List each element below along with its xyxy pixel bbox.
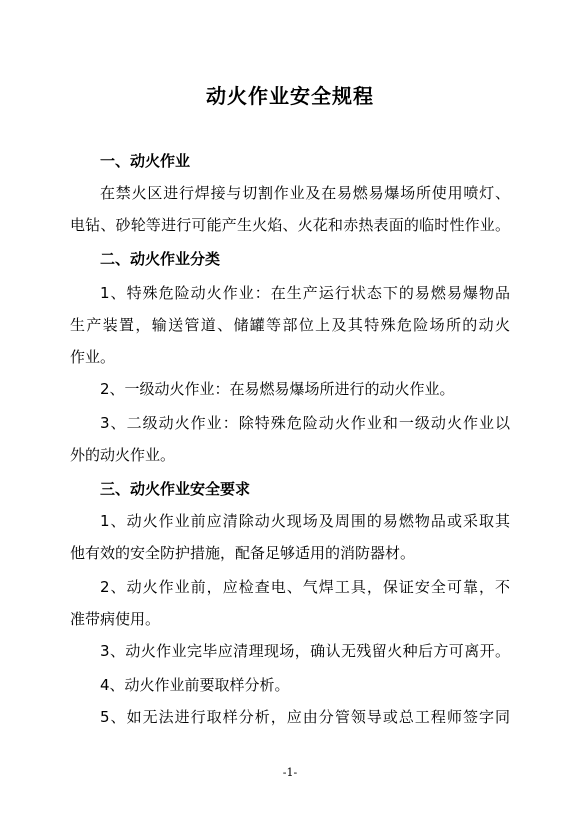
paragraph-line: 1、动火作业前应清除动火现场及周围的易燃物品或采取其 [100,512,510,530]
paragraph-line: 准带病使用。 [70,610,161,628]
paragraph-line: 2、动火作业前，应检查电、气焊工具，保证安全可靠，不 [100,578,510,596]
paragraph-line: 作业。 [70,348,116,366]
paragraph-line: 电钻、砂轮等进行可能产生火焰、火花和赤热表面的临时性作业。 [70,216,510,234]
paragraph-line: 外的动火作业。 [70,446,176,464]
paragraph-line: 4、动火作业前要取样分析。 [100,676,290,694]
paragraph-line: 在禁火区进行焊接与切割作业及在易燃易爆场所使用喷灯、 [100,184,510,202]
section-heading-3: 三、动火作业安全要求 [100,480,251,498]
page-number: -1- [282,766,298,779]
section-heading-2: 二、动火作业分类 [100,250,221,268]
paragraph-line: 1、特殊危险动火作业：在生产运行状态下的易燃易爆物品 [100,284,510,302]
section-heading-1: 一、动火作业 [100,152,191,170]
paragraph-line: 2、一级动火作业：在易燃易爆场所进行的动火作业。 [100,380,455,398]
paragraph-line: 生产装置，输送管道、储罐等部位上及其特殊危险场所的动火 [70,316,510,334]
paragraph-line: 3、二级动火作业：除特殊危险动火作业和一级动火作业以 [100,414,510,432]
paragraph-line: 他有效的安全防护措施，配备足够适用的消防器材。 [70,544,416,562]
document-title: 动火作业安全规程 [206,84,374,108]
paragraph-line: 5、如无法进行取样分析，应由分管领导或总工程师签字同 [100,708,510,726]
paragraph-line: 3、动火作业完毕应清理现场，确认无残留火种后方可离开。 [100,642,510,660]
